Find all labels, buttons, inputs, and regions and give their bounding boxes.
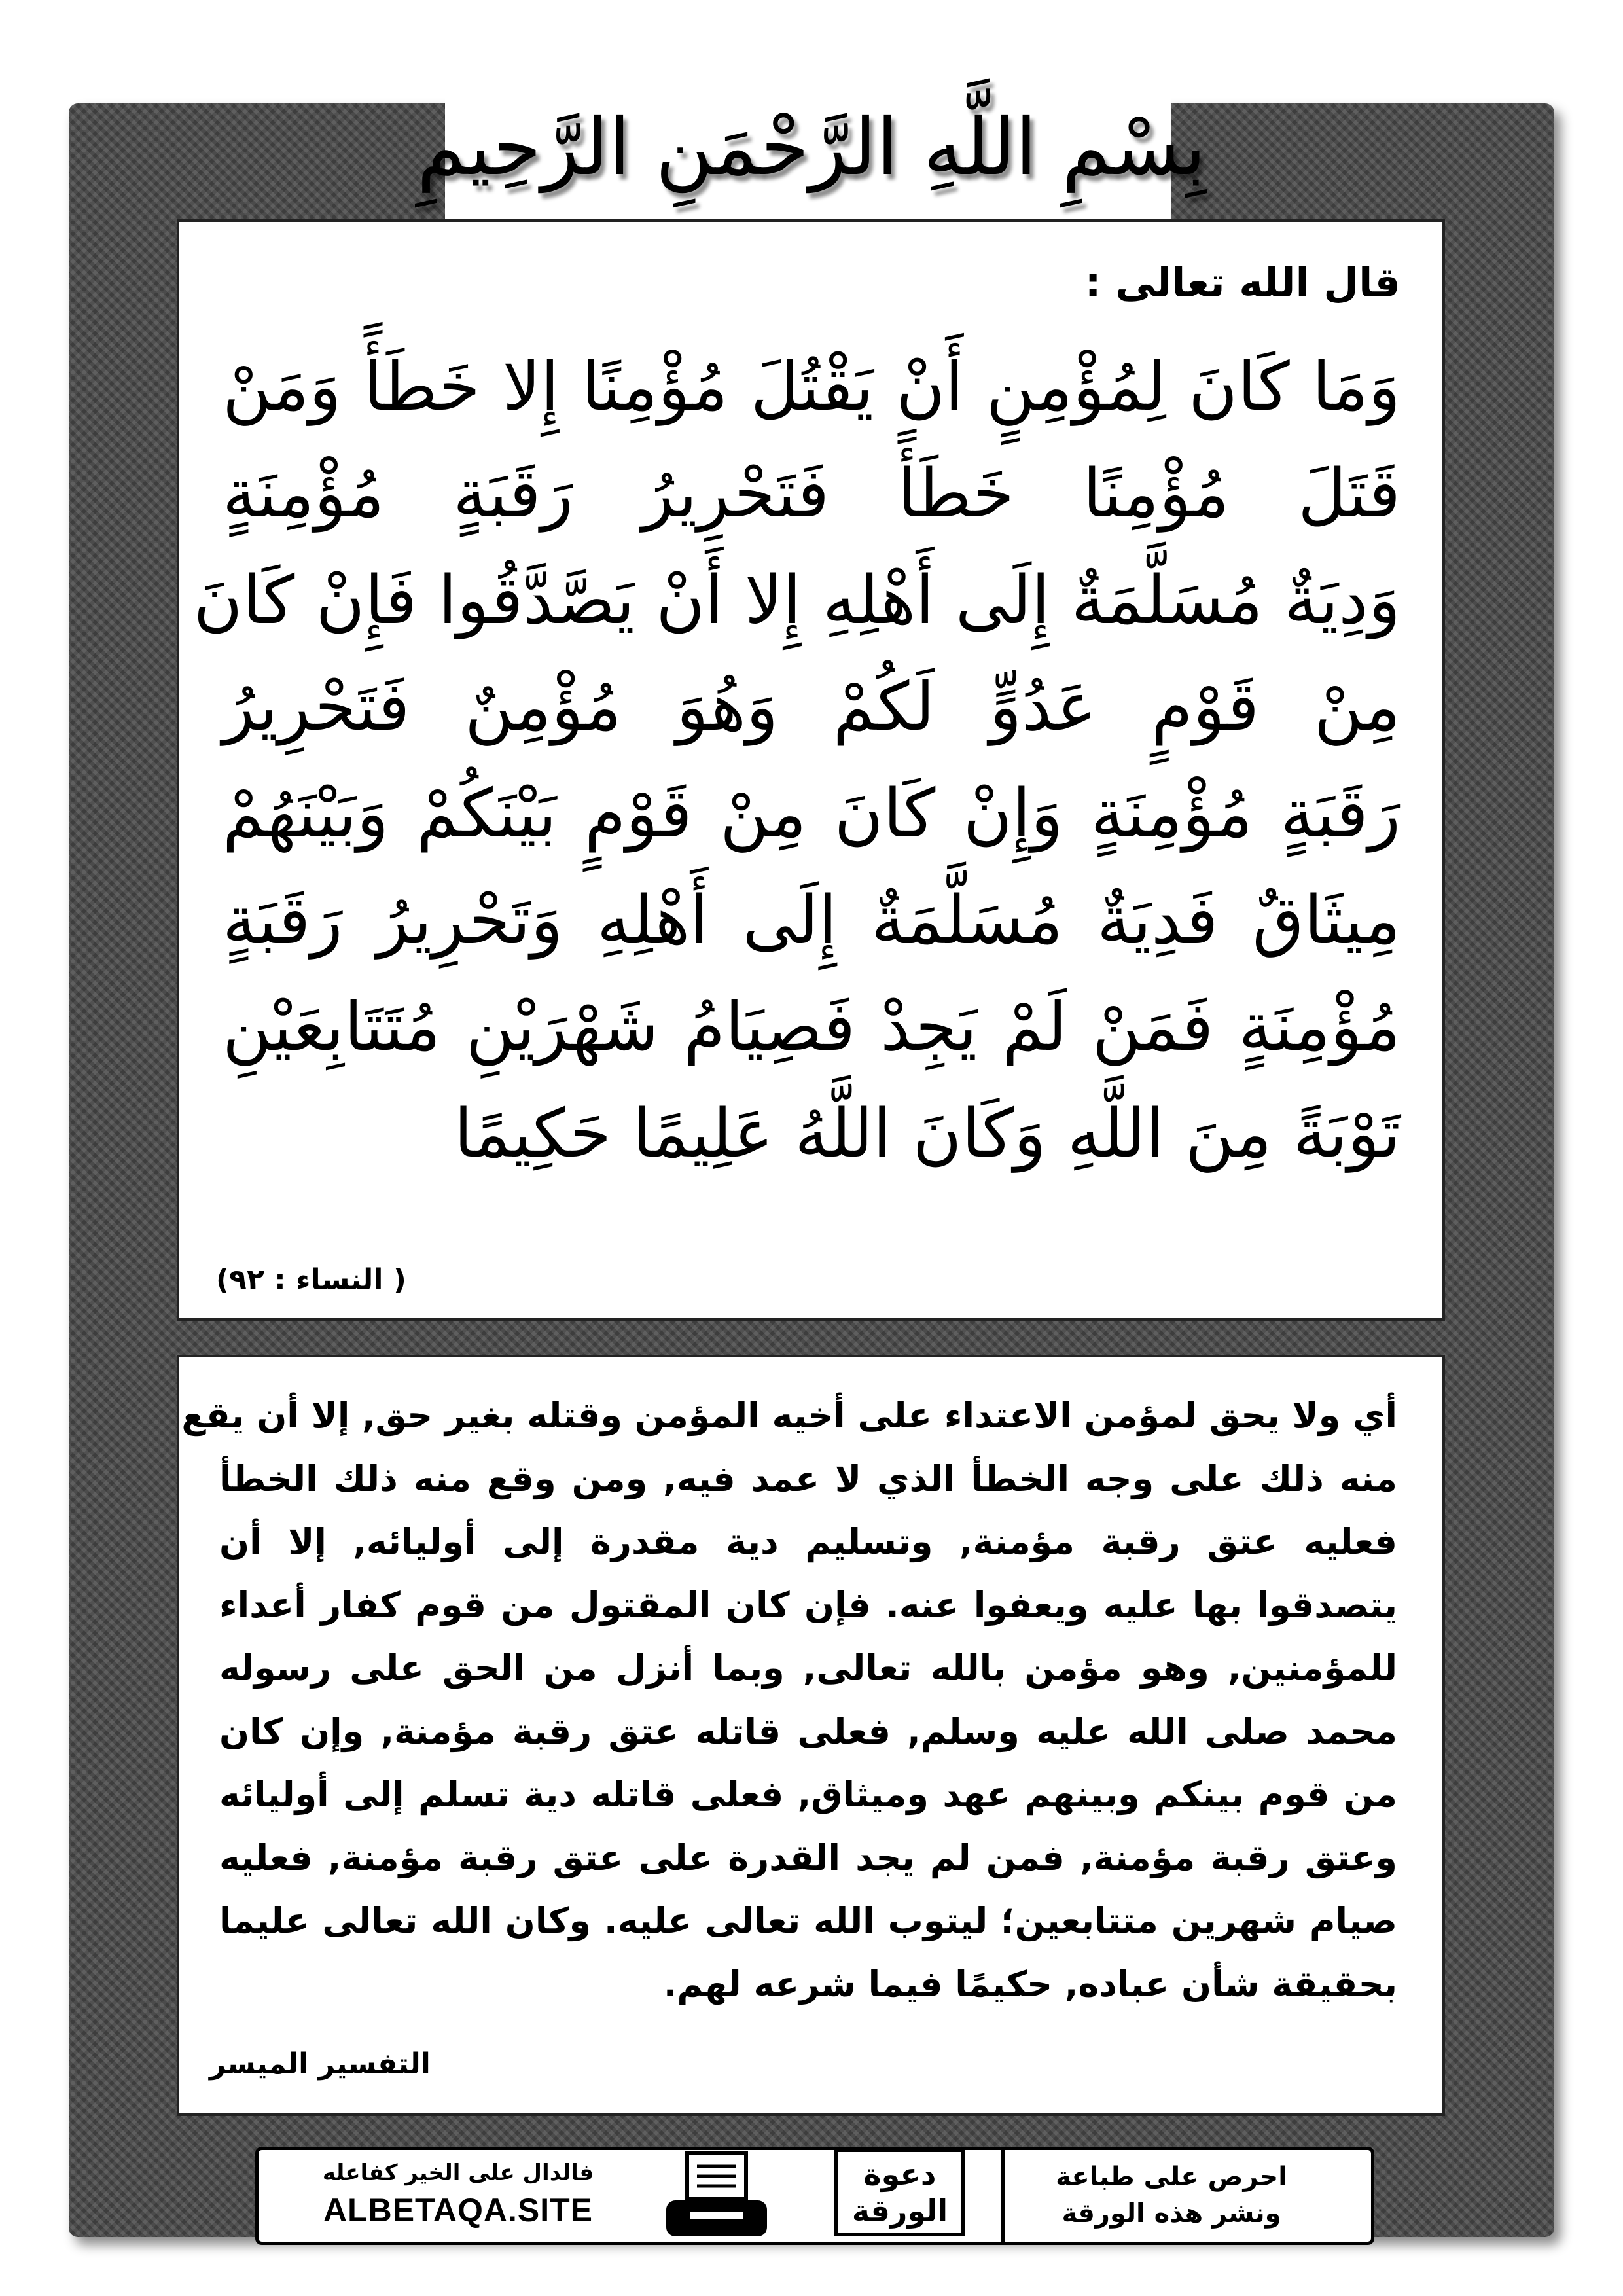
tafsir-line: يتصدقوا بها عليه ويعفوا عنه. فإن كان المقتول من قوم كفار أعداء bbox=[219, 1584, 1397, 1626]
tafsir-line: فعليه عتق رقبة مؤمنة, وتسليم دية مقدرة إلى أوليائه, إلا أن bbox=[219, 1521, 1397, 1562]
quran-verse bbox=[193, 334, 1400, 1187]
tafsir-line: منه ذلك على وجه الخطأ الذي لا عمد فيه, ومن وقع منه ذلك الخطأ bbox=[219, 1458, 1397, 1499]
tafsir-line: صيام شهرين متتابعين؛ ليتوب الله تعالى عليه. وكان الله تعالى عليما bbox=[219, 1900, 1397, 1941]
logo-text: دعوة bbox=[863, 2156, 936, 2192]
basmala-calligraphy: بِسْمِ اللَّهِ الرَّحْمَنِ الرَّحِيمِ bbox=[416, 101, 1207, 193]
printer-icon bbox=[661, 2147, 772, 2245]
cta-line: احرص على طباعة bbox=[1056, 2162, 1287, 2192]
tafsir-source: التفسير الميسر bbox=[209, 2047, 431, 2081]
logo-text: الورقة bbox=[851, 2193, 948, 2229]
verse-line: تَوْبَةً مِنَ اللَّهِ وَكَانَ اللَّهُ عَلِيمًا حَكِيمًا bbox=[454, 1095, 1400, 1173]
verse-line: مِنْ قَوْمٍ عَدُوٍّ لَكُمْ وَهُوَ مُؤْمِنٌ فَتَحْرِيرُ bbox=[223, 668, 1400, 746]
verse-line: مُؤْمِنَةٍ فَمَنْ لَمْ يَجِدْ فَصِيَامُ شَهْرَيْنِ مُتَتَابِعَيْنِ bbox=[223, 988, 1400, 1066]
verse-line: وَمَا كَانَ لِمُؤْمِنٍ أَنْ يَقْتُلَ مُؤْمِنًا إِلا خَطَأً وَمَنْ bbox=[223, 348, 1400, 426]
tafsir-line: محمد صلى الله عليه وسلم, فعلى قاتله عتق رقبة مؤمنة, وإن كان bbox=[219, 1710, 1397, 1752]
tafsir-line: أي ولا يحق لمؤمن الاعتداء على أخيه المؤمن وقتله بغير حق, إلا أن يقع bbox=[181, 1395, 1397, 1436]
tafsir-line: من قوم بينكم وبينهم عهد وميثاق, فعلى قاتله دية تسلم إلى أوليائه bbox=[219, 1774, 1397, 1815]
footer-divider bbox=[1001, 2147, 1005, 2245]
footer-site-block bbox=[288, 2160, 628, 2229]
tafsir-line: وعتق رقبة مؤمنة, فمن لم يجد القدرة على عتق رقبة مؤمنة, فعليه bbox=[219, 1837, 1397, 1878]
footer-cta bbox=[1008, 2159, 1335, 2232]
footer-slogan: فالدال على الخير كفاعله bbox=[322, 2160, 594, 2186]
logo-mark bbox=[834, 2148, 965, 2236]
verse-line: مِيثَاقٌ فَدِيَةٌ مُسَلَّمَةٌ إِلَى أَهْلِهِ وَتَحْرِيرُ رَقَبَةٍ bbox=[223, 882, 1400, 960]
tafsir-line: بحقيقة شأن عباده, حكيمًا فيما شرعه لهم. bbox=[663, 1963, 1397, 2005]
tafsir-text bbox=[181, 1384, 1397, 2016]
verse-reference: ( النساء : ٩٢) bbox=[216, 1263, 406, 1297]
cta-line: ونشر هذه الورقة bbox=[1061, 2198, 1281, 2229]
verse-line: وَدِيَةٌ مُسَلَّمَةٌ إِلَى أَهْلِهِ إِلا أَنْ يَصَّدَّقُوا فَإِنْ كَانَ bbox=[193, 562, 1400, 639]
verse-line: رَقَبَةٍ مُؤْمِنَةٍ وَإِنْ كَانَ مِنْ قَوْمٍ بَيْنَكُمْ وَبَيْنَهُمْ bbox=[223, 775, 1400, 853]
site-link[interactable]: ALBETAQA.SITE bbox=[323, 2192, 594, 2229]
tafsir-line: للمؤمنين, وهو مؤمن بالله تعالى, وبما أنزل من الحق على رسوله bbox=[219, 1647, 1397, 1689]
verse-line: قَتَلَ مُؤْمِنًا خَطَأً فَتَحْرِيرُ رَقَبَةٍ مُؤْمِنَةٍ bbox=[223, 455, 1400, 533]
verse-intro: قال الله تعالى : bbox=[1084, 259, 1400, 306]
